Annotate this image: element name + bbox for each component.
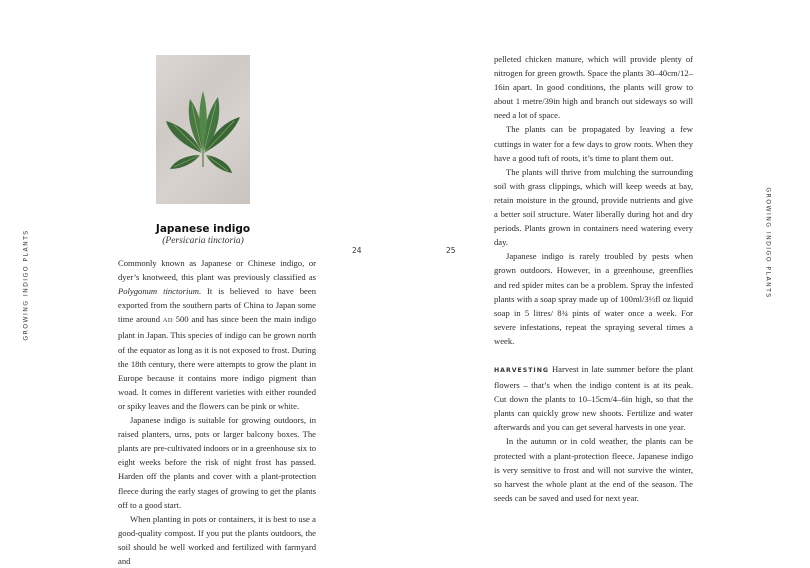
former-latin-name: Polygonum tinctorium [118, 286, 199, 297]
text-run: . It is believed to have been exported from the southern parts of China to Japan some time around [118, 286, 316, 325]
plant-latin-name: (Persicaria tinctoria) [162, 236, 244, 246]
right-paragraph-2: The plants can be propagated by leaving a few cuttings in water for a few days to grow roots. When they have a good tuft of roots, it’s time to plant them out. [494, 124, 693, 163]
plant-title: Japanese indigo [155, 223, 251, 235]
running-head-right: GROWING INDIGO PLANTS [764, 187, 772, 299]
text-run: Commonly known as Japanese or Chinese indigo, or dyer’s knotweed, this plant was previously classified as [118, 258, 316, 283]
era-abbreviation: AD [162, 317, 173, 325]
right-paragraph-4: Japanese indigo is rarely troubled by pests when grown outdoors. However, in a greenhouse, greenflies and red spider mites can be a problem. Spray the infested plants with a soap spray made up of 100ml/3⅓fl oz liquid soap in 5 litres/ 8¾ pints of water once a week. For severe infestations, repeat the spraying several times a week. [494, 251, 693, 346]
running-head-left: GROWING INDIGO PLANTS [22, 229, 30, 341]
japanese-indigo-photo [156, 55, 250, 204]
text-run: Harvest in late summer before the plant flowers – that’s when the indigo content is at its peak. Cut down the plants to 10–15cm/4–6in high, so that the plants can quickly grow new shoots. Fertilize and water afterwards and you can get several harvests in one year. [494, 363, 693, 433]
right-column-text [494, 52, 693, 505]
right-paragraph-6: In the autumn or in cold weather, the plants can be protected with a plant-protection fleece. Japanese indigo is very sensitive to frost and will not survive the winter, so harvest the whole plant at the end of the season. The seeds can be saved and used for next year. [494, 436, 693, 503]
left-paragraph-3: When planting in pots or containers, it is best to use a good-quality compost. If you put the plants outdoors, the soil should be well worked and fertilized with farmyard and [118, 513, 316, 566]
right-paragraph-3: The plants will thrive from mulching the surrounding soil with grass clippings, which will keep weeds at bay, retain moisture in the ground, provide nutrients and give a better soil structure. Water liberally during hot and dry periods. Plants grown in containers need watering every day. [494, 166, 693, 248]
text-run: 500 and has since been the main indigo plant in Japan. This species of indigo can be grown north of the equator as long as it is not exposed to frost. During the 18th century, there were attempts to grow the plant in Europe because it contains more indigo pigment than woad. It comes in different varieties with either rounded or spiky leaves and the flowers can be pink or white. [118, 314, 317, 411]
left-paragraph-1 [118, 256, 316, 413]
page-number-right: 25 [446, 246, 456, 255]
left-column-text [118, 256, 316, 568]
harvesting-paragraph [494, 362, 693, 434]
right-paragraph-1: pelleted chicken manure, which will provide plenty of nitrogen for green growth. Space the plants 30–40cm/12–16in apart. In good conditions, the plants will grow to about 1 metre/39in high and branch out sideways so will need a lot of space. [494, 54, 693, 121]
plant-sprig-illustration [156, 55, 250, 204]
left-paragraph-2: Japanese indigo is suitable for growing outdoors, in raised planters, urns, pots or larger balcony boxes. The plants are pre-cultivated indoors or in a greenhouse six to eight weeks before the risk of night frost has passed. Harden off the plants and cover with a plant-protection fleece during the early stages of growing to get the plants off to a good start. [118, 415, 316, 510]
page-number-left: 24 [352, 246, 362, 255]
harvesting-heading: HARVESTING [494, 366, 549, 374]
